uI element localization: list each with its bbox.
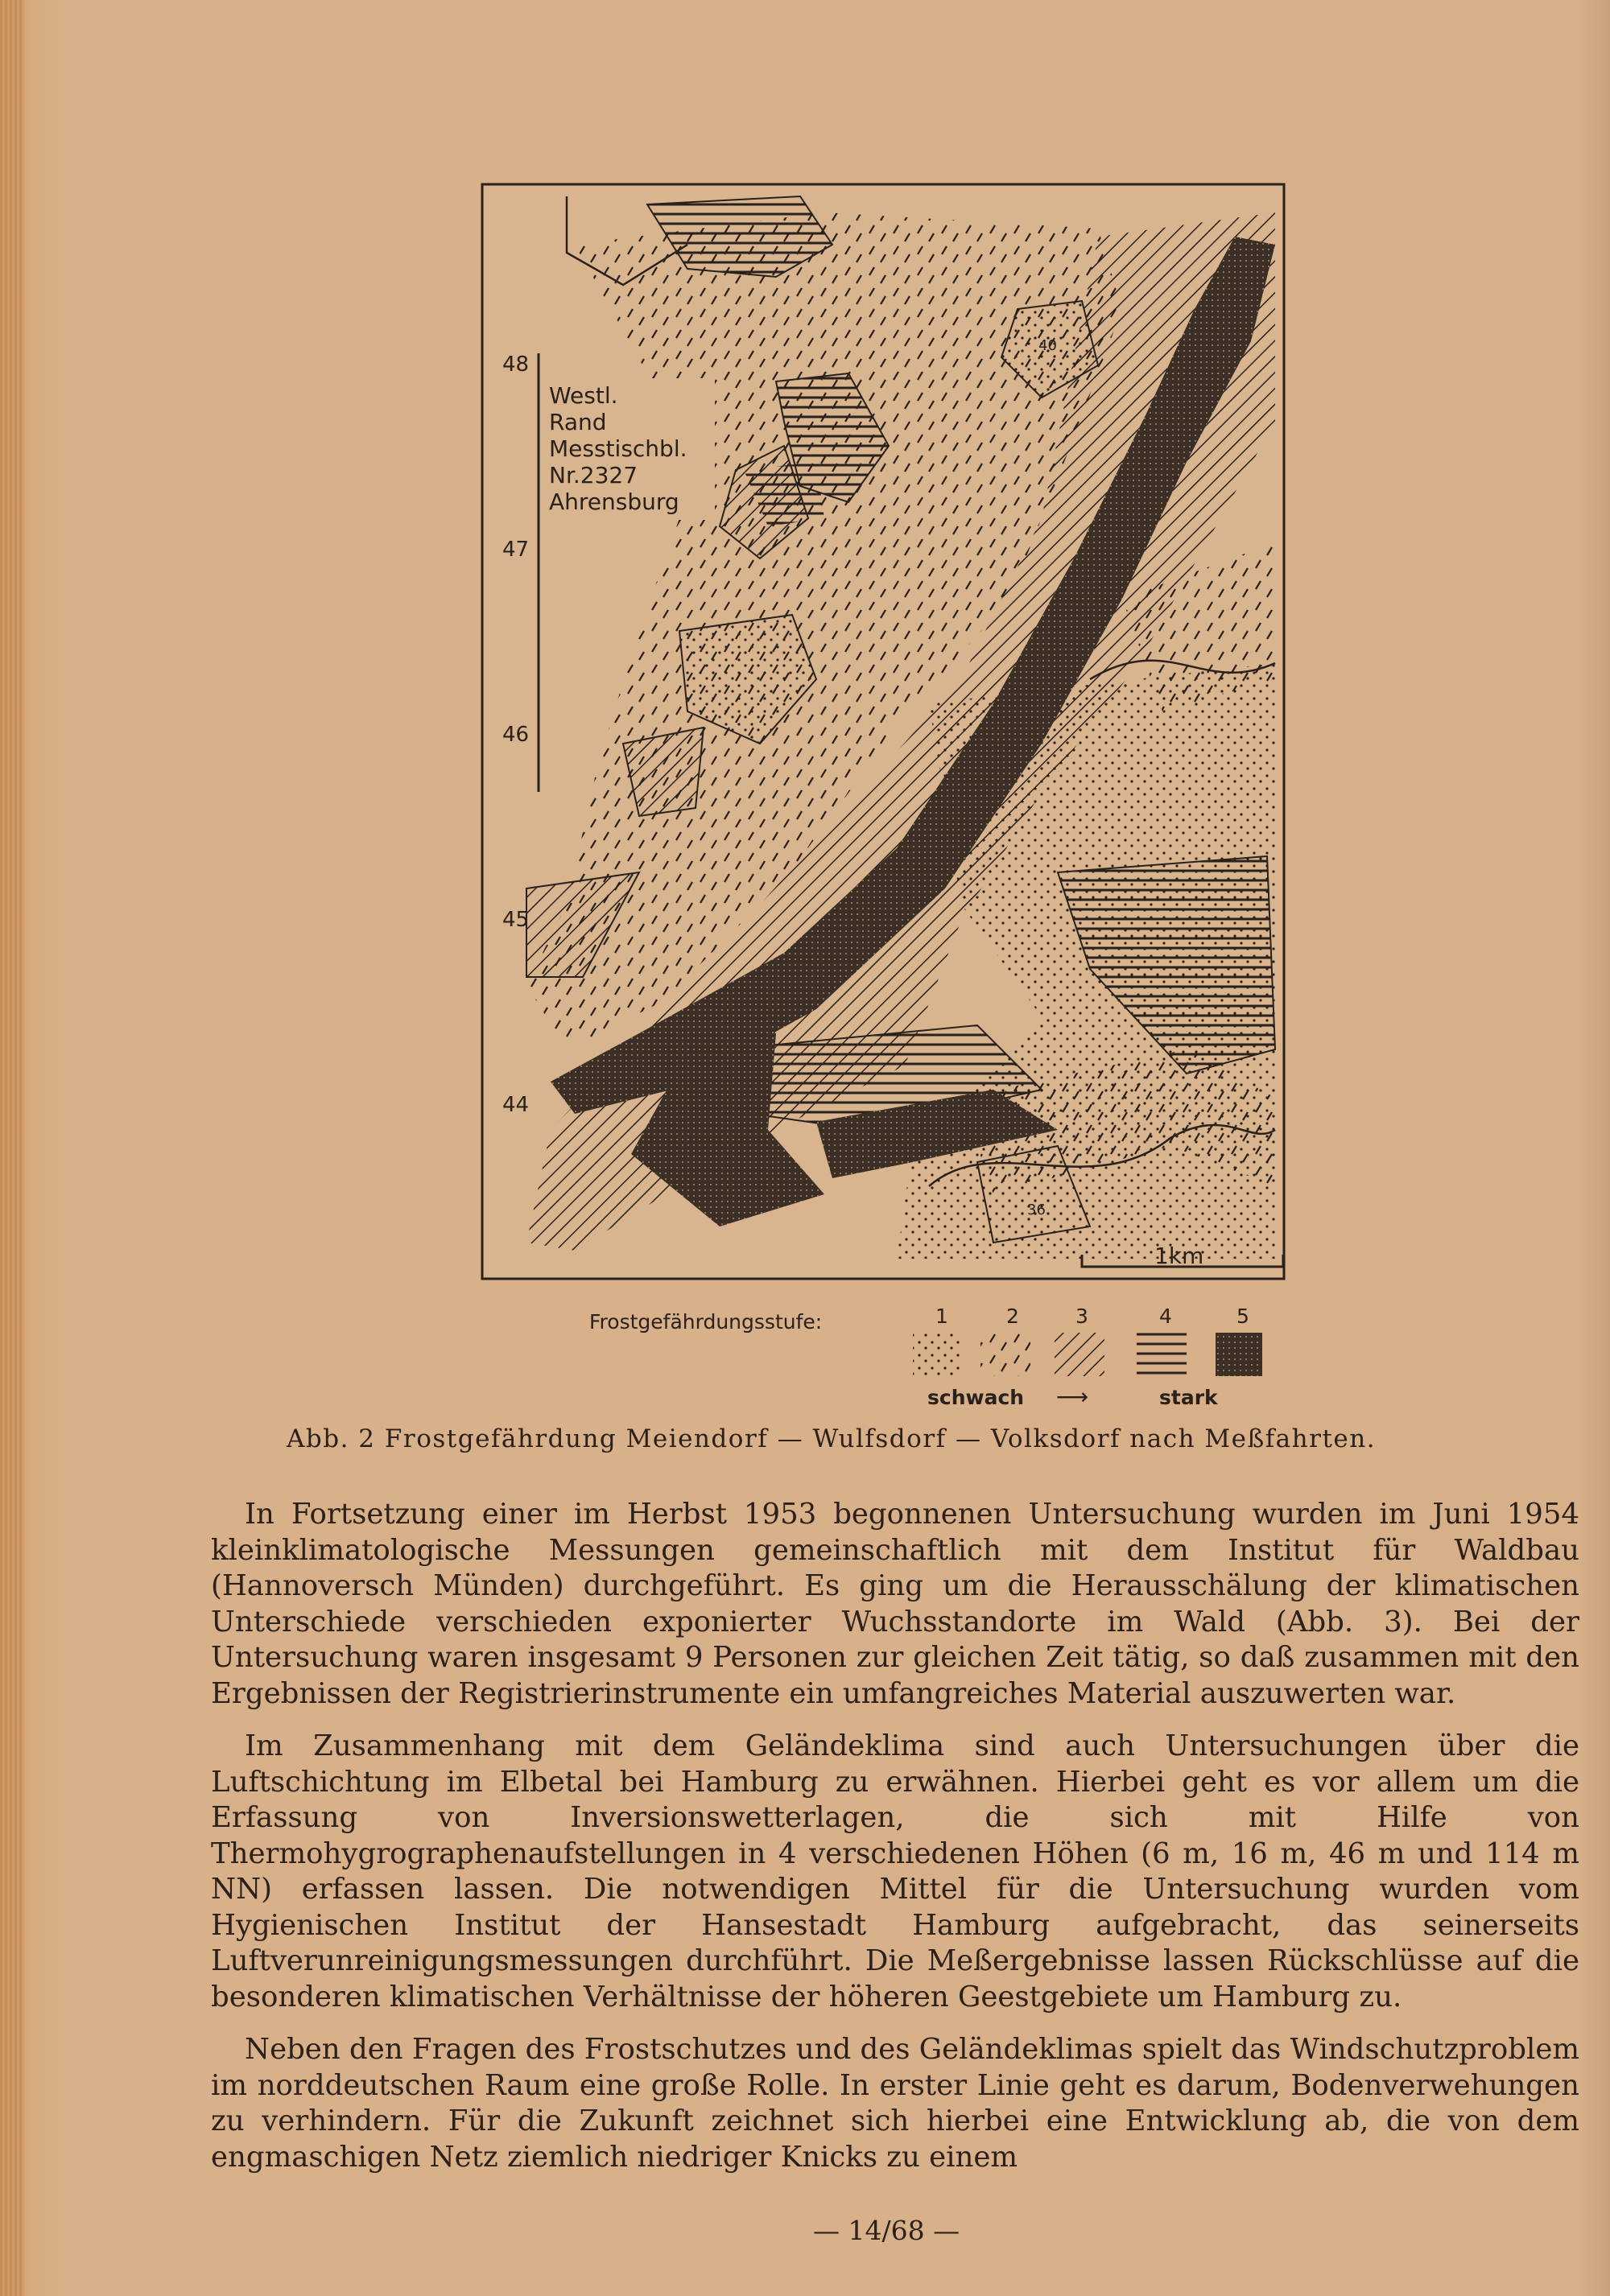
body-text <box>211 1497 1579 2192</box>
legend-swatch-level-1 <box>913 1333 963 1376</box>
northing-label: 45 <box>502 908 530 932</box>
northing-label: 46 <box>502 723 530 747</box>
sheet-note-line: Ahrensburg <box>549 488 679 515</box>
legend-arrow: ⟶ <box>1056 1383 1089 1410</box>
frost-map-figure <box>478 180 1288 1410</box>
legend-swatch-level-4 <box>1137 1333 1187 1376</box>
legend-swatch-level-2 <box>980 1333 1030 1376</box>
legend-weak-label: schwach <box>927 1386 1025 1409</box>
figure-caption: Abb. 2 Frostgefährdung Meiendorf — Wulfsdorf — Volksdorf nach Meßfahrten. <box>287 1424 1377 1453</box>
sheet-note-line: Westl. <box>549 382 618 409</box>
sheet-note-line: Nr.2327 <box>549 462 638 488</box>
legend-swatch-level-5 <box>1216 1333 1262 1376</box>
paragraph: Neben den Fragen des Frostschutzes und des Geländeklimas spielt das Windschutzproblem im norddeutschen Raum eine große Rolle. In erster Linie geht es darum, Bodenverwehungen zu verhindern. Für die Zukunft zeichnet sich hierbei eine Entwicklung ab, die von dem engmaschigen Netz ziemlich niedriger Knicks zu einem <box>211 2033 1579 2174</box>
page-number: — 14/68 — <box>813 2215 960 2246</box>
northing-label: 47 <box>502 538 530 562</box>
legend-strong-label: stark <box>1159 1386 1218 1409</box>
northing-label: 48 <box>502 352 530 377</box>
scale-label: 1km <box>1154 1243 1204 1269</box>
legend-level-number: 5 <box>1236 1305 1249 1328</box>
legend-level-number: 2 <box>1006 1305 1019 1328</box>
page-edge <box>0 0 24 2296</box>
point-label: 36 <box>1027 1202 1046 1218</box>
sheet-note-line: Messtischbl. <box>549 435 687 462</box>
point-label: 40 <box>1038 337 1057 354</box>
legend-level-number: 1 <box>935 1305 948 1328</box>
paragraph: In Fortsetzung einer im Herbst 1953 begonnenen Untersuchung wurden im Juni 1954 kleinklimatologische Messungen gemeinschaftlich mit dem Institut für Waldbau (Hannoversch Münden) durchgeführt. Es ging um die Herausschälung der klimatischen Unterschiede verschieden exponierter Wuchsstandorte im Wald (Abb. 3). Bei der Untersuchung waren insgesamt 9 Personen zur gleichen Zeit tätig, so daß zusammen mit den Ergebnissen der Registrierinstrumente ein umfangreiches Material auszuwerten war. <box>211 1498 1579 1710</box>
legend-level-number: 3 <box>1075 1305 1088 1328</box>
legend-swatch-level-3 <box>1055 1333 1104 1376</box>
northing-label: 44 <box>502 1093 530 1117</box>
paragraph: Im Zusammenhang mit dem Geländeklima sind auch Untersuchungen über die Luftschichtung im Elbetal bei Hamburg zu erwähnen. Hierbei geht es vor allem um die Erfassung von Inversionswetterlagen, die sich mit Hilfe von Thermohygrographenaufstellungen in 4 verschiedenen Höhen (6 m, 16 m, 46 m und 114 m NN) erfassen lassen. Die notwendigen Mittel für die Untersuchung wurden vom Hygienischen Institut der Hansestadt Hamburg aufgebracht, das seinerseits Luftverunreinigungsmessungen durchführt. Die Meßergebnisse lassen Rückschlüsse auf die besonderen klimatischen Verhältnisse der höheren Geestgebiete um Hamburg zu. <box>211 1729 1579 2014</box>
legend-title: Frostgefährdungsstufe: <box>589 1310 823 1333</box>
sheet-note-line: Rand <box>549 409 607 435</box>
legend-level-number: 4 <box>1159 1305 1172 1328</box>
